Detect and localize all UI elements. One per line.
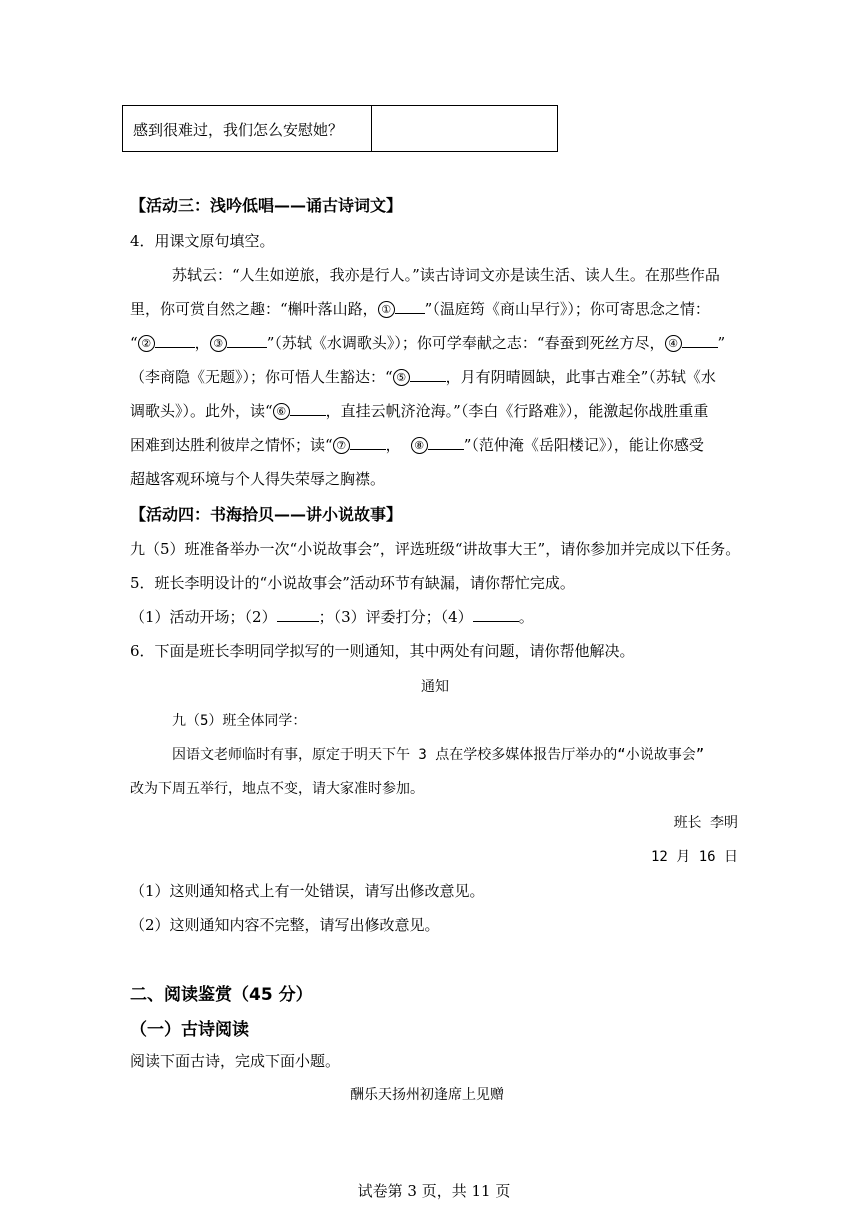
q4-line-2: 里，你可赏自然之趣：“槲叶落山路， ① ”（温庭筠《商山早行》）；你可寄思念之情：	[130, 300, 710, 318]
blank-mark-6: ⑥	[273, 403, 290, 420]
q5-blank-4[interactable]	[473, 607, 519, 622]
blank-mark-3: ③	[210, 335, 227, 352]
blank-6[interactable]	[290, 401, 326, 416]
table-answer-cell[interactable]	[372, 106, 557, 151]
blank-mark-1: ①	[378, 301, 395, 318]
page-footer: 试卷第 3 页，共 11 页	[357, 1182, 511, 1200]
q4-line-3: “ ② ， ③ ”（苏轼《水调歌头》）；你可学奉献之志：“春蚕到死丝方尽， ④ ”	[130, 334, 726, 352]
notice-salutation: 九（5）班全体同学：	[172, 713, 307, 729]
notice-date: 12 月 16 日	[650, 849, 738, 865]
blank-5[interactable]	[410, 367, 446, 382]
poem-title: 酬乐天扬州初逢席上见赠	[350, 1087, 504, 1103]
q5-blank-2[interactable]	[277, 607, 319, 622]
q4-line-7: 超越客观环境与个人得失荣辱之胸襟。	[130, 470, 386, 488]
table-question-cell	[123, 106, 372, 151]
blank-3[interactable]	[227, 333, 267, 348]
blank-mark-5: ⑤	[393, 369, 410, 386]
answer-table	[122, 105, 558, 152]
q4-line-5: 调歌头》）。此外，读“ ⑥ ，直挂云帆济沧海。”（李白《行路难》），能激起你战胜重重	[130, 402, 709, 420]
q5-items: （1）活动开场；（2） ；（3）评委打分；（4） 。	[130, 608, 534, 626]
blank-4[interactable]	[682, 333, 718, 348]
notice-body-2: 改为下周五举行，地点不变，请大家准时参加。	[130, 781, 424, 797]
q6-title: 6．下面是班长李明同学拟写的一则通知，其中两处有问题，请你帮他解决。	[130, 642, 635, 660]
blank-7[interactable]	[350, 435, 386, 450]
activity4-heading: 【活动四：书海拾贝——讲小说故事】	[130, 505, 403, 524]
blank-8[interactable]	[428, 435, 464, 450]
activity4-intro: 九（5）班准备举办一次“小说故事会”，评选班级“讲故事大王”，请你参加并完成以下任务。	[130, 540, 741, 558]
section2-instruction: 阅读下面古诗，完成下面小题。	[130, 1052, 341, 1070]
blank-mark-8: ⑧	[411, 437, 428, 454]
q4-line-6: 困难到达胜利彼岸之情怀；读“ ⑦ ， ⑧ ”（范仲淹《岳阳楼记》），能让你感受	[130, 436, 704, 454]
blank-mark-2: ②	[138, 335, 155, 352]
table-question-text: 感到很难过，我们怎么安慰她？	[133, 121, 344, 139]
blank-mark-4: ④	[665, 335, 682, 352]
blank-1[interactable]	[395, 299, 425, 314]
q5-title: 5．班长李明设计的“小说故事会”活动环节有缺漏，请你帮忙完成。	[130, 574, 575, 592]
q4-title: 4．用课文原句填空。	[130, 232, 275, 250]
q6-sub-2: （2）这则通知内容不完整，请写出修改意见。	[130, 916, 440, 934]
q6-sub-1: （1）这则通知格式上有一处错误，请写出修改意见。	[130, 882, 485, 900]
notice-signer: 班长 李明	[673, 815, 738, 831]
blank-2[interactable]	[155, 333, 195, 348]
q4-line-1: 苏轼云：“人生如逆旅，我亦是行人。”读古诗词文亦是读生活、读人生。在那些作品	[172, 266, 720, 284]
notice-title: 通知	[421, 679, 449, 695]
activity3-heading: 【活动三：浅吟低唱——诵古诗词文】	[130, 196, 403, 215]
section2-heading: 二、阅读鉴赏（45 分）	[130, 985, 313, 1005]
q4-line-4: （李商隐《无题》）；你可悟人生豁达：“ ⑤ ，月有阴晴圆缺，此事古难全”（苏轼《水	[130, 368, 716, 386]
notice-body-1: 因语文老师临时有事，原定于明天下午 3 点在学校多媒体报告厅举办的“小说故事会”	[172, 747, 705, 763]
section2-subheading: （一）古诗阅读	[130, 1020, 249, 1040]
blank-mark-7: ⑦	[333, 437, 350, 454]
